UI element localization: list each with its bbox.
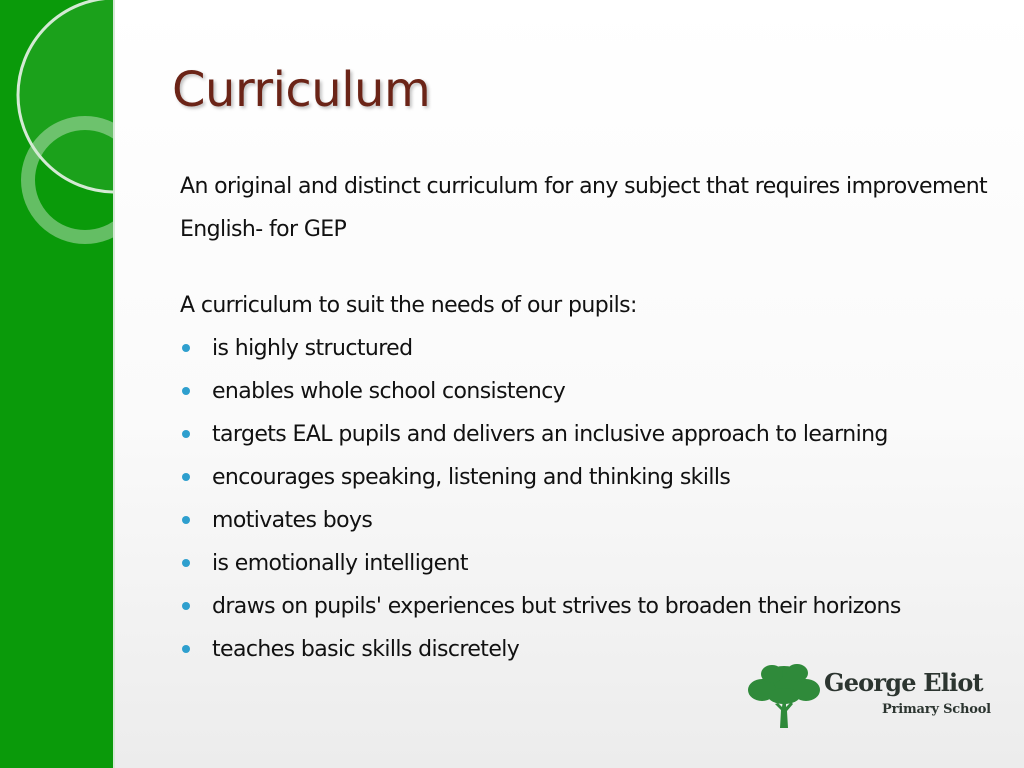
- slide-content: [180, 170, 995, 676]
- bullet-item: [180, 590, 995, 623]
- logo-school-subtitle: Primary School: [882, 702, 991, 717]
- bullet-dot-icon: [182, 387, 190, 395]
- bullet-dot-icon: [182, 559, 190, 567]
- decorative-circles: [0, 0, 113, 768]
- bullet-dot-icon: [182, 602, 190, 610]
- bullet-item: [180, 461, 995, 494]
- bullet-item: [180, 375, 995, 408]
- sidebar-edge-line: [113, 0, 115, 768]
- bullet-text: is emotionally intelligent: [212, 551, 468, 576]
- bullet-list: [180, 332, 995, 666]
- logo-school-name: George Eliot: [824, 668, 983, 697]
- bullet-item: [180, 332, 995, 365]
- bullet-text: motivates boys: [212, 508, 373, 533]
- paragraph-needs: A curriculum to suit the needs of our pupils:: [180, 293, 637, 318]
- paragraph-intro: An original and distinct curriculum for any subject that requires improvement: [180, 174, 988, 199]
- bullet-dot-icon: [182, 344, 190, 352]
- bullet-dot-icon: [182, 473, 190, 481]
- paragraph-english: English- for GEP: [180, 217, 347, 242]
- slide-title: Curriculum: [172, 62, 431, 118]
- bullet-text: teaches basic skills discretely: [212, 637, 520, 662]
- sidebar-green-bar: [0, 0, 113, 768]
- bullet-dot-icon: [182, 516, 190, 524]
- bullet-text: enables whole school consistency: [212, 379, 566, 404]
- tree-icon: [744, 660, 824, 730]
- school-logo: [744, 660, 994, 730]
- bullet-dot-icon: [182, 645, 190, 653]
- bullet-item: [180, 547, 995, 580]
- bullet-dot-icon: [182, 430, 190, 438]
- bullet-item: [180, 504, 995, 537]
- bullet-text: targets EAL pupils and delivers an inclusive approach to learning: [212, 422, 888, 447]
- bullet-text: is highly structured: [212, 336, 413, 361]
- bullet-text: encourages speaking, listening and thinking skills: [212, 465, 731, 490]
- bullet-item: [180, 418, 995, 451]
- bullet-text: draws on pupils' experiences but strives to broaden their horizons: [212, 594, 901, 619]
